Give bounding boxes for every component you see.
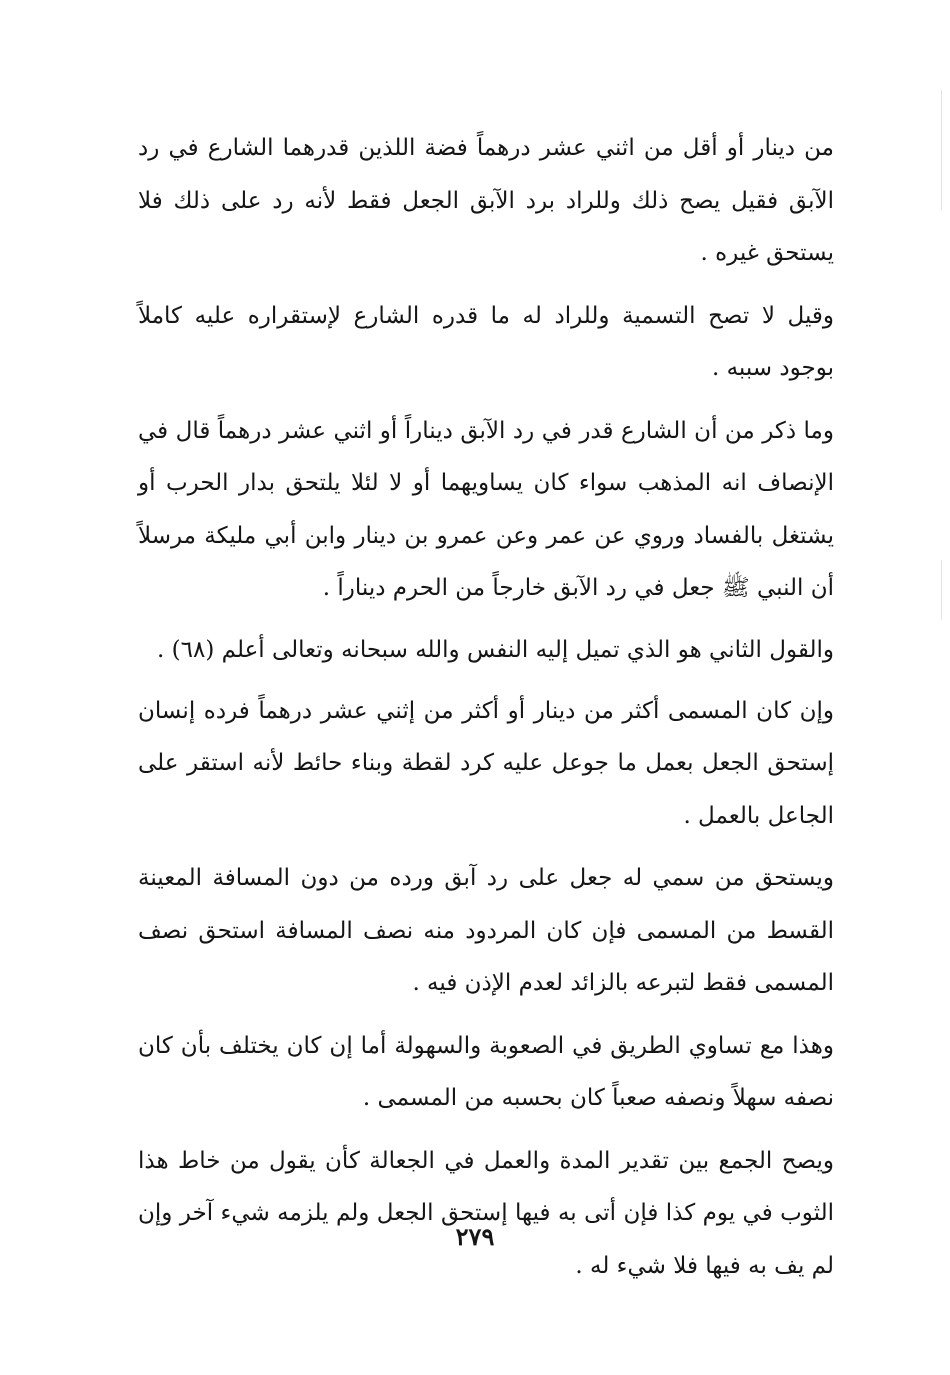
paragraph-1: من دينار أو أقل من اثني عشر درهماً فضة اللذين قدرهما الشارع في رد الآبق فقيل يصح ذلك وللراد برد الآبق الجعل فقط لأنه رد على ذلك فلا يستحق غيره . (138, 135, 834, 266)
paragraph-5: وإن كان المسمى أكثر من دينار أو أكثر من إثني عشر درهماً فرده إنسان إستحق الجعل بعمل ما جوعل عليه كرد لقطة وبناء حائط لأنه استقر على الجاعل بالعمل . (138, 697, 834, 829)
paragraph-4: والقول الثاني هو الذي تميل إليه النفس والله سبحانه وتعالى أعلم (٦٨) . (157, 636, 834, 663)
scan-edge-mark (941, 90, 942, 210)
paragraph-8: ويصح الجمع بين تقدير المدة والعمل في الجعالة كأن يقول من خاط هذا الثوب في يوم كذا فإن أتى به فيها إستحق الجعل ولم يلزمه شيء آخر وإن لم يف به فيها فلا شيء له . (138, 1147, 834, 1279)
paragraph-6: ويستحق من سمي له جعل على رد آبق ورده من دون المسافة المعينة القسط من المسمى فإن كان المردود منه نصف المسافة استحق نصف المسمى فقط لتبرعه بالزائد لعدم الإذن فيه . (138, 865, 834, 996)
page-number: ٢٧٩ (455, 1222, 495, 1251)
scan-edge-mark (941, 560, 942, 620)
body-text (138, 122, 834, 1302)
paragraph-7: وهذا مع تساوي الطريق في الصعوبة والسهولة أما إن كان يختلف بأن كان نصفه سهلاً ونصفه صعباً كان بحسبه من المسمى . (138, 1032, 834, 1111)
paragraph-2: وقيل لا تصح التسمية وللراد له ما قدره الشارع لإستقراره عليه كاملاً بوجود سببه . (138, 302, 834, 381)
paragraph-3: وما ذكر من أن الشارع قدر في رد الآبق ديناراً أو اثني عشر درهماً قال في الإنصاف انه المذهب سواء كان يساويهما أو لا لئلا يلتحق بدار الحرب أو يشتغل بالفساد وروي عن عمر وعن عمرو بن دينار وابن أبي مليكة مرسلاً أن النبي ﷺ جعل في رد الآبق خارجاً من الحرم ديناراً . (138, 417, 834, 601)
